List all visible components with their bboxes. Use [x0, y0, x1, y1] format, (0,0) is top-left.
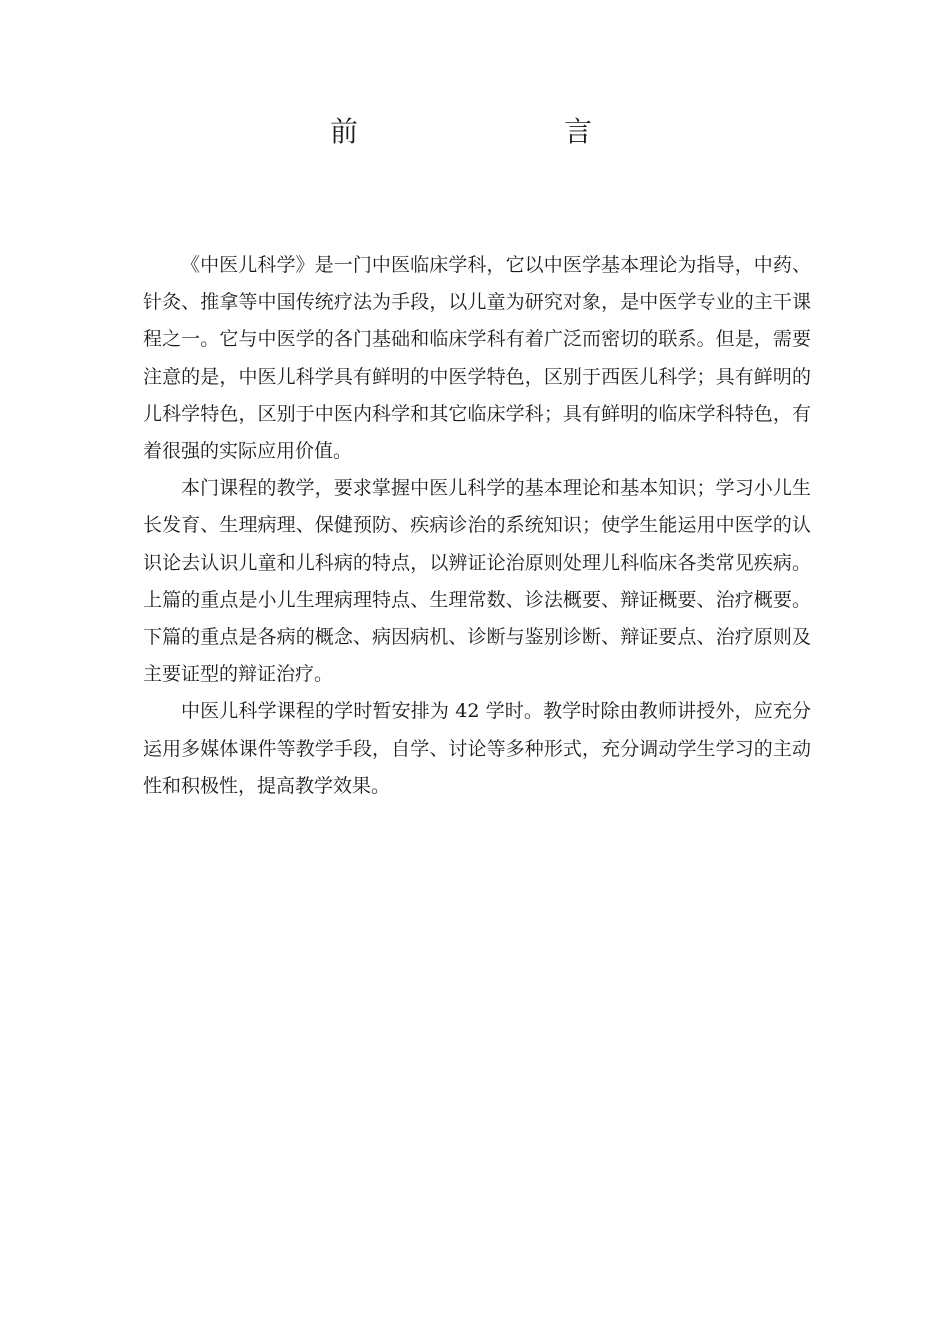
page-title: 前 言 — [329, 115, 642, 148]
paragraph-teaching-requirements: 本门课程的教学，要求掌握中医儿科学的基本理论和基本知识；学习小儿生长发育、生理病理、保健预防、疾病诊治的系统知识；使学生能运用中医学的认识论去认识儿童和儿科病的特点，以辨证论治原则处理儿科临床各类常见疾病。上篇的重点是小儿生理病理特点、生理常数、诊法概要、辩证概要、治疗概要。下篇的重点是各病的概念、病因病机、诊断与鉴别诊断、辩证要点、治疗原则及主要证型的辩证治疗。 — [143, 477, 811, 686]
paragraph-course-hours: 中医儿科学课程的学时暂安排为 42 学时。教学时除由教师讲授外，应充分运用多媒体课件等教学手段，自学、讨论等多种形式，充分调动学生学习的主动性和积极性，提高教学效果。 — [143, 700, 811, 797]
paragraph-introduction: 《中医儿科学》是一门中医临床学科，它以中医学基本理论为指导，中药、针灸、推拿等中国传统疗法为手段，以儿童为研究对象，是中医学专业的主干课程之一。它与中医学的各门基础和临床学科有着广泛而密切的联系。但是，需要注意的是，中医儿科学具有鲜明的中医学特色，区别于西医儿科学；具有鲜明的儿科学特色，区别于中医内科学和其它临床学科；具有鲜明的临床学科特色，有着很强的实际应用价值。 — [143, 254, 811, 463]
document-body — [143, 247, 811, 805]
